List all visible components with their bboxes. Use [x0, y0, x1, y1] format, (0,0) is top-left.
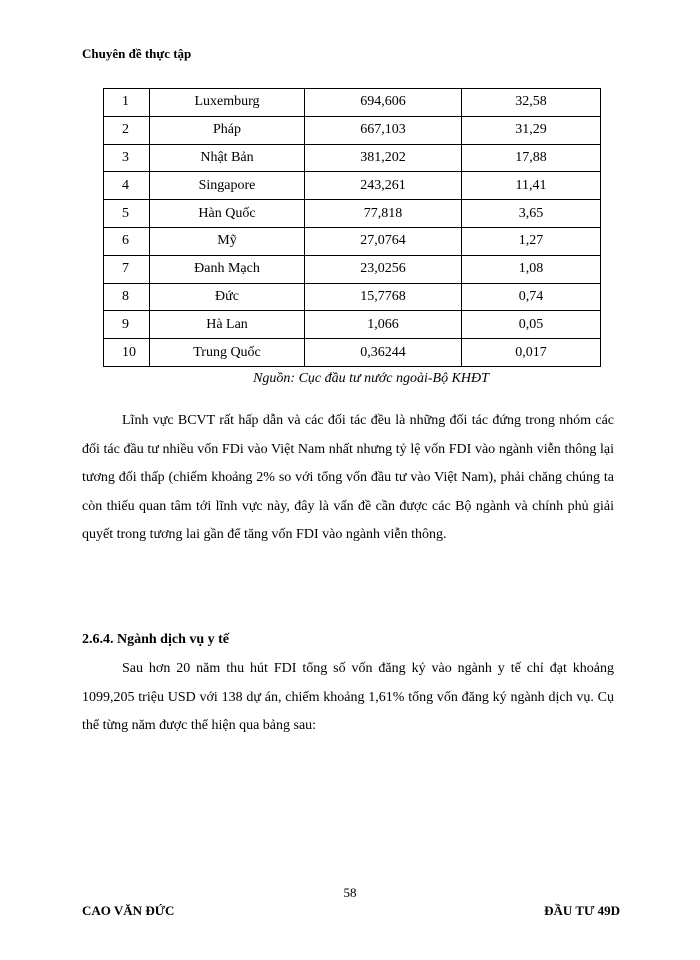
cell-percent: 3,65: [462, 200, 601, 228]
cell-percent: 17,88: [462, 144, 601, 172]
cell-investment-value: 381,202: [305, 144, 462, 172]
fdi-table-body: [104, 89, 601, 367]
cell-percent: 1,08: [462, 255, 601, 283]
cell-rank: 10: [104, 339, 150, 367]
cell-rank: 2: [104, 116, 150, 144]
table-row: [104, 283, 601, 311]
footer-class: ĐẦU TƯ 49D: [544, 903, 620, 918]
cell-investment-value: 0,36244: [305, 339, 462, 367]
cell-rank: 7: [104, 255, 150, 283]
cell-country: Luxemburg: [150, 89, 305, 117]
cell-country: Trung Quốc: [150, 339, 305, 367]
cell-rank: 9: [104, 311, 150, 339]
cell-rank: 3: [104, 144, 150, 172]
table-row: [104, 89, 601, 117]
paragraph-health: [82, 655, 614, 741]
footer-author: CAO VĂN ĐỨC: [82, 903, 175, 918]
cell-country: Singapore: [150, 172, 305, 200]
cell-country: Hà Lan: [150, 311, 305, 339]
cell-percent: 31,29: [462, 116, 601, 144]
cell-investment-value: 667,103: [305, 116, 462, 144]
paragraph-telecom-text: Lĩnh vực BCVT rất hấp dẫn và các đối tác đều là những đối tác đứng trong nhóm các đối tác đầu tư nhiều vốn FDi vào Việt Nam nhất nhưng tỷ lệ vốn FDI vào ngành viễn thông lại tương đối thấp (chiếm khoảng 2% so với tổng vốn đầu tư vào Việt Nam), phải chăng chúng ta còn thiếu quan tâm tới lĩnh vực này, đây là vấn đề cần được các Bộ ngành và chính phủ giải quyết trong tương lai gần để tăng vốn FDI vào ngành viễn thông.: [82, 413, 614, 542]
cell-percent: 1,27: [462, 227, 601, 255]
table-row: [104, 227, 601, 255]
table-row: [104, 339, 601, 367]
cell-rank: 5: [104, 200, 150, 228]
cell-percent: 32,58: [462, 89, 601, 117]
page-header-title: Chuyên đề thực tập: [82, 46, 192, 61]
cell-percent: 0,74: [462, 283, 601, 311]
table-row: [104, 144, 601, 172]
cell-percent: 11,41: [462, 172, 601, 200]
cell-investment-value: 27,0764: [305, 227, 462, 255]
table-row: [104, 255, 601, 283]
cell-investment-value: 1,066: [305, 311, 462, 339]
cell-rank: 1: [104, 89, 150, 117]
cell-rank: 4: [104, 172, 150, 200]
cell-country: Đanh Mạch: [150, 255, 305, 283]
fdi-country-table: [103, 88, 601, 367]
cell-investment-value: 694,606: [305, 89, 462, 117]
page-number: 58: [343, 885, 357, 900]
cell-percent: 0,017: [462, 339, 601, 367]
paragraph-health-text: Sau hơn 20 năm thu hút FDI tổng số vốn đăng ký vào ngành y tế chỉ đạt khoảng 1099,205 triệu USD với 138 dự án, chiếm khoảng 1,61% tổng vốn đăng ký ngành dịch vụ. Cụ thể từng năm được thể hiện qua bảng sau:: [82, 661, 614, 733]
cell-investment-value: 77,818: [305, 200, 462, 228]
cell-percent: 0,05: [462, 311, 601, 339]
table-row: [104, 116, 601, 144]
paragraph-telecom: [82, 407, 614, 550]
cell-investment-value: 243,261: [305, 172, 462, 200]
cell-rank: 6: [104, 227, 150, 255]
cell-country: Pháp: [150, 116, 305, 144]
cell-investment-value: 15,7768: [305, 283, 462, 311]
cell-country: Hàn Quốc: [150, 200, 305, 228]
cell-country: Nhật Bản: [150, 144, 305, 172]
table-source-note: Nguồn: Cục đầu tư nước ngoài-Bộ KHĐT: [253, 371, 489, 386]
table-row: [104, 311, 601, 339]
cell-investment-value: 23,0256: [305, 255, 462, 283]
cell-country: Đức: [150, 283, 305, 311]
cell-rank: 8: [104, 283, 150, 311]
table-row: [104, 172, 601, 200]
section-heading: 2.6.4. Ngành dịch vụ y tế: [82, 632, 230, 647]
cell-country: Mỹ: [150, 227, 305, 255]
table-row: [104, 200, 601, 228]
